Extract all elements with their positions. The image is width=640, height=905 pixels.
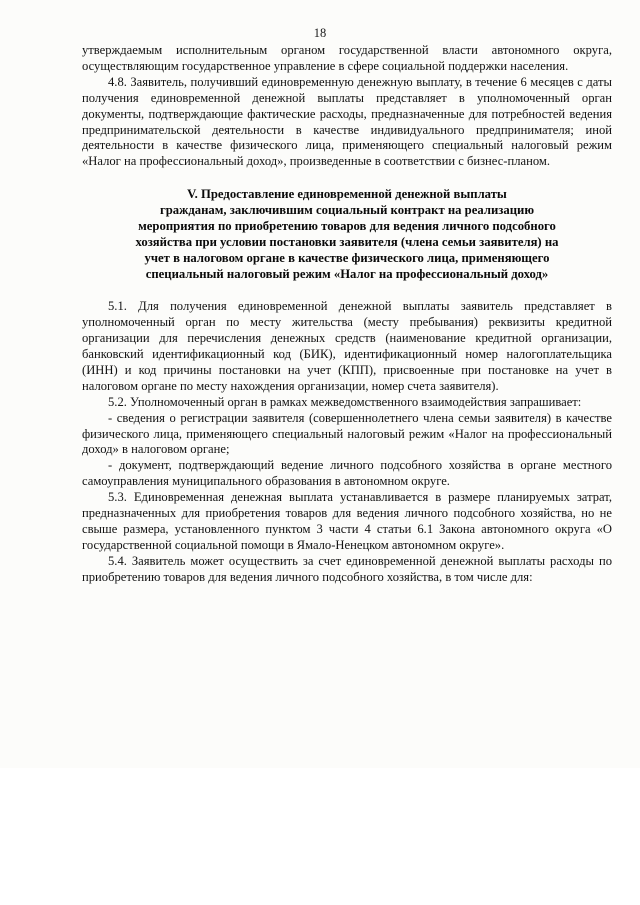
- paragraph-5-1: 5.1. Для получения единовременной денежной выплаты заявитель представляет в уполномоченный орган по месту жительства (месту пребывания) реквизиты кредитной организации для перечисления денежных средств (наименование кредитной организации, банковский идентификационный код (БИК), идентификационный номер налогоплательщика (ИНН) и код причины постановки на учет (КПП), присвоенные при постановке на учет в налоговом органе по месту нахождения организации, номер счета заявителя).: [82, 299, 612, 393]
- section-v-heading: [82, 186, 612, 282]
- section-heading-line: мероприятия по приобретению товаров для ведения личного подсобного: [138, 219, 556, 234]
- paragraph-5-2-bullet-1: - сведения о регистрации заявителя (совершеннолетнего члена семьи заявителя) в качестве физического лица, применяющего специальный налоговый режим «Налог на профессиональный доход» в налоговом органе;: [82, 410, 612, 457]
- section-heading-line: гражданам, заключившим социальный контракт на реализацию: [159, 203, 535, 218]
- page-number: 18: [313, 26, 327, 40]
- paragraph-5-2: 5.2. Уполномоченный орган в рамках межведомственного взаимодействия запрашивает:: [108, 394, 582, 409]
- intro-paragraph: утверждаемым исполнительным органом государственной власти автономного округа, осуществляющим государственное управление в сфере социальной поддержки населения.: [82, 43, 612, 73]
- paragraph-5-2-bullet-2: - документ, подтверждающий ведение личного подсобного хозяйства в органе местного самоуправления муниципального образования в автономном округе.: [82, 458, 612, 489]
- section-heading-line: учет в налоговом органе в качестве физического лица, применяющего: [144, 251, 550, 266]
- section-heading-line: специальный налоговый режим «Налог на профессиональный доход»: [145, 267, 549, 282]
- document-body: [82, 43, 612, 586]
- section-heading-line: хозяйства при условии постановки заявителя (члена семьи заявителя) на: [135, 235, 559, 250]
- section-heading-line: V. Предоставление единовременной денежной выплаты: [187, 187, 507, 202]
- paragraph-4-8: 4.8. Заявитель, получивший единовременную денежную выплату, в течение 6 месяцев с даты получения единовременной денежной выплаты представляет в уполномоченный орган документы, подтверждающие фактические расходы, предназначенные для потребностей ведения предпринимательской деятельности в качестве индивидуального предпринимателя; иной деятельности в качестве физического лица, применяющего специальный налоговый режим «Налог на профессиональный доход», произведенные в соответствии с бизнес-планом.: [82, 74, 612, 169]
- paragraph-5-3: 5.3. Единовременная денежная выплата устанавливается в размере планируемых затрат, предназначенных для приобретения товаров для ведения личного подсобного хозяйства, но не свыше размера, установленного пунктом 3 части 4 статьи 6.1 Закона автономного округа «О государственной социальной помощи в Ямало-Ненецком автономном округе».: [82, 490, 612, 552]
- blank-area: [0, 768, 640, 905]
- paragraph-5-4: 5.4. Заявитель может осуществить за счет единовременной денежной выплаты расходы по приобретению товаров для ведения личного подсобного хозяйства, в том числе для:: [82, 553, 612, 584]
